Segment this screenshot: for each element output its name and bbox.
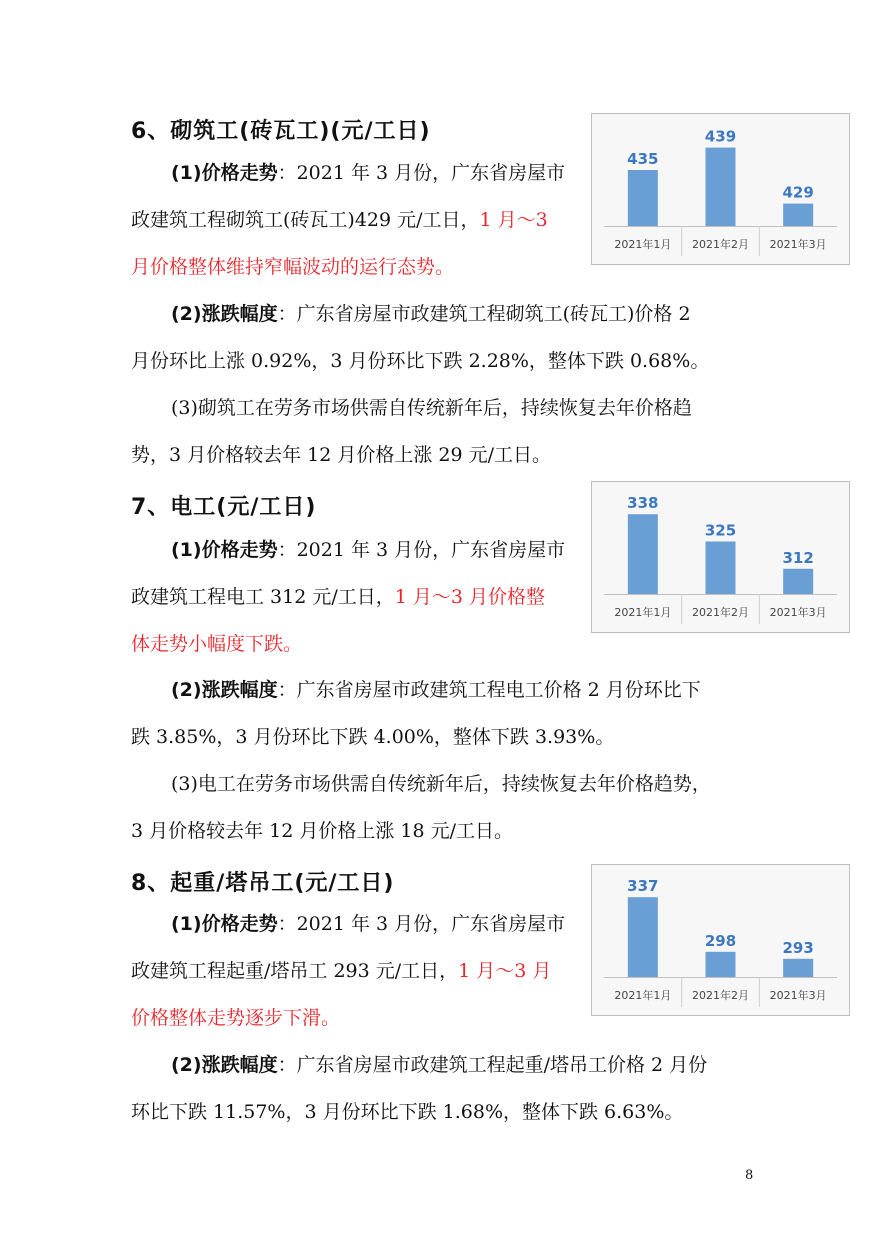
note-text: (3)砌筑工在劳务市场供需自传统新年后，持续恢复去年价格趋 (171, 397, 692, 419)
x-tick-label-3: 2021年3月 (769, 989, 827, 1002)
note-text: 3 月价格较去年 12 月价格上涨 18 元/工日。 (131, 820, 514, 842)
trend-label: (1)价格走势 (171, 913, 278, 935)
section-8-trend (131, 901, 565, 1042)
change-text: 月份环比上涨 0.92%，3 月份环比下跌 2.28%，整体下跌 0.68%。 (131, 350, 710, 372)
x-tick-label-1: 2021年1月 (614, 238, 672, 251)
section-7-change (131, 667, 701, 761)
data-label-2: 439 (704, 127, 737, 146)
bar-1 (628, 170, 658, 226)
note-text: 势，3 月价格较去年 12 月价格上涨 29 元/工日。 (131, 444, 552, 466)
page-number: 8 (745, 1168, 754, 1183)
data-label-3: 429 (782, 183, 814, 202)
trend-text: 政建筑工程砌筑工(砖瓦工)429 元/工日， (131, 209, 480, 231)
trend-label: (1)价格走势 (171, 162, 278, 184)
data-label-2: 298 (704, 931, 737, 950)
bar-3 (783, 959, 813, 977)
data-label-3: 293 (782, 938, 814, 957)
trend-highlight: 1 月～3 月 (458, 960, 552, 982)
bar-2 (706, 148, 736, 226)
section-6-note (131, 385, 692, 479)
trend-highlight: 体走势小幅度下跌。 (131, 633, 303, 655)
trend-text: ：2021 年 3 月份，广东省房屋市 (277, 162, 566, 184)
bar-2 (706, 542, 736, 595)
trend-text: ：2021 年 3 月份，广东省房屋市 (277, 913, 566, 935)
bar-3 (783, 569, 813, 594)
change-label: (2)涨跌幅度 (171, 303, 278, 325)
change-label: (2)涨跌幅度 (171, 679, 278, 701)
section-heading-7: 7、电工(元/工日) (131, 495, 317, 520)
section-7-trend (131, 527, 565, 668)
bar-1 (628, 514, 658, 594)
data-label-2: 325 (704, 521, 737, 540)
bar-2 (706, 952, 736, 977)
x-tick-label-2: 2021年2月 (692, 238, 749, 251)
bar-1 (628, 897, 658, 977)
bar-3 (783, 204, 813, 226)
data-label-1: 337 (627, 877, 659, 896)
trend-highlight: 价格整体走势逐步下滑。 (131, 1007, 341, 1029)
trend-highlight: 1 月～3 (479, 209, 548, 231)
section-7-note (131, 761, 711, 855)
trend-text: ：2021 年 3 月份，广东省房屋市 (277, 539, 566, 561)
trend-text: 政建筑工程电工 312 元/工日， (131, 586, 395, 608)
data-label-3: 312 (782, 548, 814, 567)
x-tick-label-1: 2021年1月 (614, 989, 672, 1002)
trend-highlight: 月价格整体维持窄幅波动的运行态势。 (131, 256, 455, 278)
bar-chart-crane-operator (591, 864, 850, 1016)
trend-label: (1)价格走势 (171, 539, 278, 561)
x-tick-label-3: 2021年3月 (769, 606, 827, 619)
x-tick-label-1: 2021年1月 (614, 606, 672, 619)
change-text: 跌 3.85%，3 月份环比下跌 4.00%，整体下跌 3.93%。 (131, 726, 615, 748)
change-text: 环比下跌 11.57%，3 月份环比下跌 1.68%，整体下跌 6.63%。 (131, 1101, 684, 1123)
trend-highlight: 1 月～3 月价格整 (394, 586, 546, 608)
x-tick-label-2: 2021年2月 (692, 606, 749, 619)
section-heading-6: 6、砌筑工(砖瓦工)(元/工日) (131, 119, 431, 144)
section-8-change (131, 1042, 707, 1136)
change-text: ：广东省房屋市政建筑工程砌筑工(砖瓦工)价格 2 (277, 303, 691, 325)
section-6-change (131, 291, 709, 385)
change-text: ：广东省房屋市政建筑工程电工价格 2 月份环比下 (277, 679, 701, 701)
change-label: (2)涨跌幅度 (171, 1054, 278, 1076)
section-heading-8: 8、起重/塔吊工(元/工日) (131, 871, 395, 896)
change-text: ：广东省房屋市政建筑工程起重/塔吊工价格 2 月份 (277, 1054, 708, 1076)
data-label-1: 338 (627, 494, 659, 513)
section-6-trend (131, 150, 565, 291)
x-tick-label-2: 2021年2月 (692, 989, 749, 1002)
trend-text: 政建筑工程起重/塔吊工 293 元/工日， (131, 960, 459, 982)
bar-chart-bricklayer (591, 113, 850, 265)
note-text: (3)电工在劳务市场供需自传统新年后，持续恢复去年价格趋势， (171, 773, 711, 795)
data-label-1: 435 (627, 150, 659, 168)
x-tick-label-3: 2021年3月 (769, 238, 827, 251)
bar-chart-electrician (591, 481, 850, 633)
